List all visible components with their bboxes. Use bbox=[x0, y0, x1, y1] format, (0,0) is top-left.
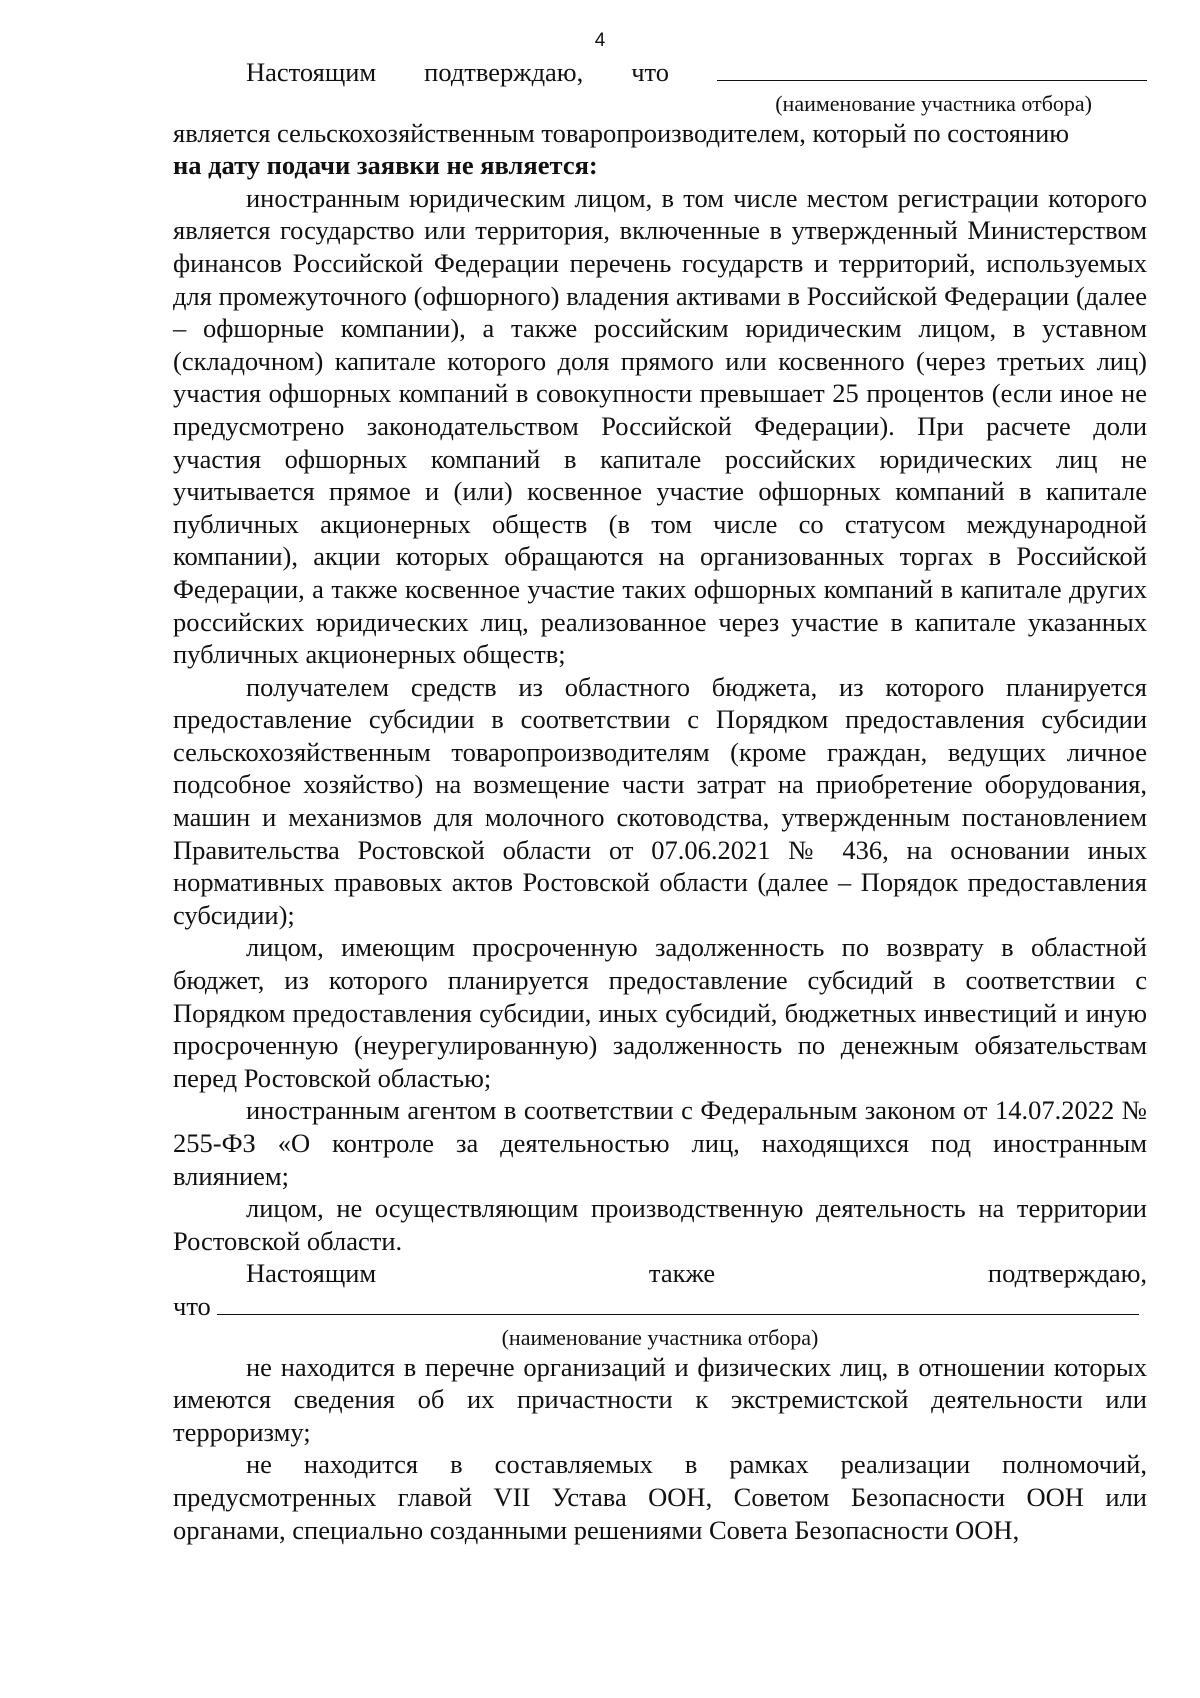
participant-caption: (наименование участника отбора) bbox=[501, 1324, 819, 1350]
confirmation-line-2 bbox=[173, 1257, 1147, 1290]
paragraph: не находится в составляемых в рамках реализации полномочий, предусмотренных главой VII Устава ООН, Советом Безопасности ООН или органами, специально созданными решениями Совета Безопасности ООН, bbox=[173, 1449, 1147, 1545]
paragraph: получателем средств из областного бюджета, из которого планируется предоставление субсидии в соответствии с Порядком предоставления субсидии сельскохозяйственным товаропроизводителям (кроме граждан, ведущих личное подсобное хозяйство) на возмещение части затрат на приобретение оборудования, машин и механизмов для молочного скотоводства, утвержденным постановлением Правительства Ростовской области от 07.06.2021 № 436, на основании иных нормативных правовых актов Ростовской области (далее – Порядок предоставления субсидии); bbox=[173, 671, 1147, 930]
paragraph: иностранным юридическим лицом, в том числе местом регистрации которого является государство или территория, включенные в утвержденный Министерством финансов Российской Федерации перечень государств и территорий, используемых для промежуточного (офшорного) владения активами в Российской Федерации (далее – офшорные компании), а также российским юридическим лицом, в уставном (складочном) капитале которого доля прямого или косвенного (через третьих лиц) участия офшорных компаний в совокупности превышает 25 процентов (если иное не предусмотрено законодательством Российской Федерации). При расчете доли участия офшорных компаний в капитале российских юридических лиц не учитывается прямое и (или) косвенное участие офшорных компаний в капитале публичных акционерных обществ (в том числе со статусом международной компании), акции которых обращаются на организованных торгах в Российской Федерации, а также косвенное участие таких офшорных компаний в капитале других российских юридических лиц, реализованное через участие в капитале указанных публичных акционерных обществ; bbox=[173, 182, 1147, 670]
confirm-word: также bbox=[648, 1258, 716, 1289]
confirm-word: Настоящим bbox=[246, 1258, 377, 1289]
paragraph: не находится в перечне организаций и физических лиц, в отношении которых имеются сведения об их причастности к экстремистской деятельности или терроризму; bbox=[173, 1351, 1147, 1447]
paragraph: является сельскохозяйственным товаропроизводителем, который по состоянию bbox=[173, 117, 1070, 148]
paragraph: иностранным агентом в соответствии с Федеральным законом от 14.07.2022 № 255-ФЗ «О контроле за деятельностью лиц, находящихся под иностранным влиянием; bbox=[173, 1095, 1147, 1191]
confirmation-line-2-cont bbox=[173, 1290, 1147, 1323]
confirm-prefix: что bbox=[173, 1290, 211, 1321]
document-body bbox=[173, 56, 1147, 1546]
confirm-word: что bbox=[631, 57, 670, 87]
confirm-word: подтверждаю, bbox=[424, 57, 584, 87]
confirm-word: подтверждаю, bbox=[987, 1258, 1147, 1289]
confirmation-line-1 bbox=[173, 56, 1147, 89]
confirm-word: Настоящим bbox=[246, 57, 377, 87]
participant-name-blank bbox=[217, 1290, 1139, 1315]
participant-caption: (наименование участника отбора) bbox=[775, 90, 1092, 116]
paragraph: лицом, не осуществляющим производственную деятельность на территории Ростовской области. bbox=[173, 1193, 1147, 1256]
bold-statement: на дату подачи заявки не является: bbox=[173, 150, 598, 181]
page-number: 4 bbox=[594, 30, 606, 51]
paragraph: лицом, имеющим просроченную задолженность по возврату в областной бюджет, из которого планируется предоставление субсидий в соответствии с Порядком предоставления субсидии, иных субсидий, бюджетных инвестиций и иную просроченную (неурегулированную) задолженность по денежным обязательствам перед Ростовской областью; bbox=[173, 932, 1147, 1093]
participant-name-blank bbox=[717, 56, 1147, 81]
